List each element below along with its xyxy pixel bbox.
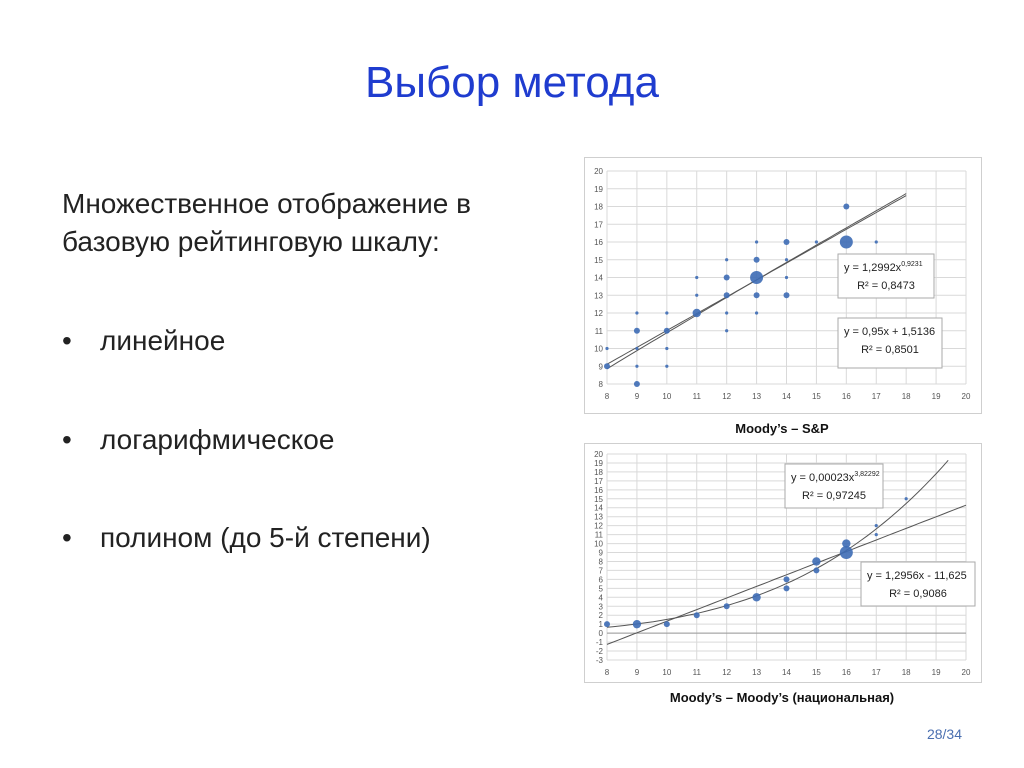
data-point	[785, 276, 788, 279]
x-tick-label: 18	[901, 392, 911, 401]
equation-text: $y = 0,00023x^{3,82292}$	[791, 471, 880, 484]
data-point	[784, 292, 790, 298]
y-tick-label: 20	[594, 167, 603, 176]
equation-label	[861, 562, 975, 606]
y-tick-label: 10	[594, 344, 603, 354]
y-tick-label: 0	[598, 629, 603, 639]
x-tick-label: 8	[604, 668, 610, 677]
page-number: 28/34	[926, 726, 962, 742]
data-point	[755, 240, 758, 243]
bullet-item-polynomial	[62, 522, 431, 554]
y-tick-label: 12	[594, 521, 603, 531]
scatter-plot-moodys-national	[585, 444, 981, 682]
data-point	[665, 311, 668, 314]
x-tick-label: 13	[752, 392, 762, 401]
x-tick-label: 13	[752, 668, 762, 677]
y-tick-label: 17	[594, 476, 603, 486]
y-tick-label: 19	[594, 184, 603, 194]
y-tick-label: 6	[598, 575, 603, 585]
y-tick-label: 10	[594, 539, 603, 549]
data-point	[633, 620, 641, 628]
data-point	[725, 258, 728, 261]
data-point	[724, 603, 730, 609]
y-tick-label: 1	[598, 620, 603, 630]
bullet-marker: •	[62, 325, 72, 356]
x-tick-label: 10	[662, 668, 672, 677]
data-point	[694, 612, 700, 618]
equation-text: $y = 1,2992x^{0,9231}$	[844, 261, 923, 274]
x-tick-label: 14	[782, 668, 791, 677]
data-point	[665, 365, 668, 368]
x-tick-label: 16	[841, 392, 851, 401]
data-point	[664, 621, 670, 627]
data-point	[875, 533, 878, 536]
data-point	[605, 347, 608, 350]
data-point	[724, 292, 730, 298]
x-tick-label: 18	[901, 668, 911, 677]
equation-text: y = 0,95x + 1,5136	[844, 326, 936, 338]
bullet-item-logarithmic	[62, 424, 334, 456]
x-tick-label: 19	[931, 668, 941, 677]
r-squared-text: R² = 0,8501	[861, 344, 919, 356]
y-tick-label: 13	[594, 512, 603, 522]
x-tick-label: 9	[634, 668, 640, 677]
data-point	[635, 347, 638, 350]
data-point	[752, 593, 760, 601]
y-tick-label: 15	[594, 494, 603, 504]
y-tick-label: 15	[594, 255, 603, 265]
intro-text: Множественное отображение в базовую рейтинговую шкалу:	[62, 188, 472, 257]
data-point	[840, 546, 853, 559]
x-tick-label: 11	[692, 668, 701, 677]
x-tick-label: 19	[931, 392, 941, 401]
x-tick-label: 17	[871, 392, 881, 401]
y-tick-label: 11	[594, 326, 603, 336]
x-tick-label: 12	[722, 668, 732, 677]
y-tick-label: 17	[594, 220, 603, 230]
bullet-text: логарифмическое	[100, 424, 335, 455]
data-point	[604, 363, 610, 369]
r-squared-text: R² = 0,8473	[857, 280, 915, 292]
y-tick-label: -1	[595, 638, 603, 648]
data-point	[604, 621, 610, 627]
data-point	[905, 497, 908, 500]
y-tick-label: 13	[594, 291, 603, 301]
data-point	[875, 524, 878, 527]
y-tick-label: 16	[594, 485, 603, 495]
scatter-plot-moodys-sp	[585, 158, 981, 413]
x-tick-label: 16	[841, 668, 851, 677]
slide-title: Выбор метода	[365, 58, 659, 107]
data-point	[750, 271, 763, 284]
bullet-marker: •	[62, 522, 72, 553]
y-tick-label: 11	[594, 530, 603, 540]
equation-label	[838, 318, 942, 368]
data-point	[815, 240, 818, 243]
bullet-text: полином (до 5-й степени)	[100, 522, 431, 553]
data-point	[813, 567, 819, 573]
y-tick-label: 3	[598, 602, 603, 612]
data-point	[784, 239, 790, 245]
data-point	[634, 328, 640, 334]
chart-moodys-national	[584, 443, 982, 683]
x-tick-label: 15	[811, 392, 821, 401]
equation-exponent: 3,82292	[854, 471, 880, 478]
data-point	[634, 381, 640, 387]
y-tick-label: 8	[598, 380, 603, 389]
data-point	[695, 276, 698, 279]
data-point	[784, 585, 790, 591]
data-point	[843, 204, 849, 210]
data-point	[664, 328, 670, 334]
y-tick-label: 7	[598, 566, 603, 576]
x-tick-label: 9	[634, 392, 640, 401]
bullet-text: линейное	[100, 325, 226, 356]
data-point	[755, 311, 758, 314]
y-tick-label: 8	[598, 557, 603, 567]
y-tick-label: 9	[598, 362, 603, 372]
x-tick-label: 20	[961, 392, 971, 401]
chart-caption-moodys-sp: Moody’s – S&P	[735, 421, 829, 436]
data-point	[665, 347, 668, 350]
data-point	[754, 292, 760, 298]
data-point	[695, 294, 698, 297]
y-tick-label: -2	[595, 647, 603, 657]
y-tick-label: 19	[594, 458, 603, 468]
bullet-marker: •	[62, 424, 72, 455]
data-point	[784, 576, 790, 582]
y-tick-label: 9	[598, 548, 603, 558]
equation-exponent: 0,9231	[901, 261, 923, 268]
x-tick-label: 12	[722, 392, 732, 401]
equation-label	[785, 464, 883, 508]
y-tick-label: 12	[594, 309, 603, 318]
chart-caption-moodys-national: Moody’s – Moody’s (национальная)	[669, 690, 895, 705]
y-tick-label: 20	[594, 450, 603, 459]
data-point	[754, 257, 760, 263]
y-tick-label: 4	[598, 593, 603, 603]
x-tick-label: 14	[782, 392, 791, 401]
x-tick-label: 11	[692, 392, 701, 401]
y-tick-label: 5	[598, 584, 603, 594]
equation-text: y = 1,2956x - 11,625	[867, 570, 967, 582]
x-tick-label: 15	[811, 668, 821, 677]
y-tick-label: 14	[594, 503, 603, 513]
x-tick-label: 20	[961, 668, 971, 677]
x-tick-label: 8	[604, 392, 610, 401]
data-point	[725, 329, 728, 332]
y-tick-label: 18	[594, 202, 603, 212]
y-tick-label: 2	[598, 611, 603, 621]
data-point	[724, 275, 730, 281]
chart-moodys-sp	[584, 157, 982, 414]
data-point	[842, 539, 850, 547]
data-point	[635, 365, 638, 368]
equation-label	[838, 254, 934, 298]
data-point	[693, 309, 701, 317]
r-squared-text: R² = 0,97245	[802, 490, 866, 502]
data-point	[785, 258, 788, 261]
y-tick-label: -3	[595, 656, 603, 665]
bullet-item-linear	[62, 325, 225, 357]
r-squared-text: R² = 0,9086	[889, 588, 947, 600]
data-point	[812, 557, 820, 565]
data-point	[875, 240, 878, 243]
x-tick-label: 17	[871, 668, 881, 677]
y-tick-label: 18	[594, 467, 603, 477]
data-point	[635, 311, 638, 314]
y-tick-label: 16	[594, 238, 603, 247]
data-point	[725, 311, 728, 314]
y-tick-label: 14	[594, 273, 603, 283]
x-tick-label: 10	[662, 392, 672, 401]
data-point	[840, 236, 853, 249]
